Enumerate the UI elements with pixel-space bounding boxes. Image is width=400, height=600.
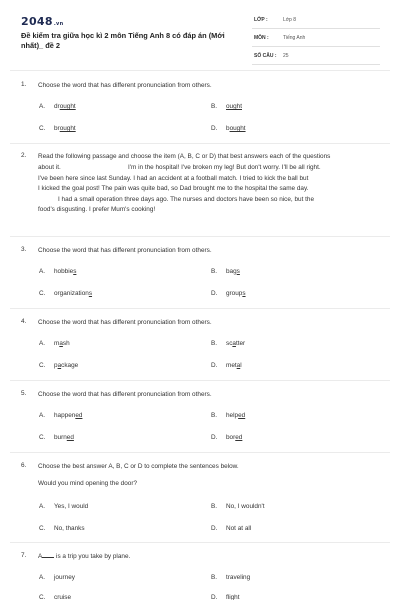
option-letter: D. [211,525,218,532]
option-text: b [226,125,230,132]
option-text: traveling [226,574,251,581]
option-a[interactable] [39,340,70,347]
question-number: 7. [21,552,27,559]
underlined-part: ed [238,412,246,419]
divider [10,143,390,144]
option-d[interactable] [211,290,246,297]
option-b[interactable] [211,268,240,275]
option-c[interactable] [39,525,85,532]
meta-label: SỐ CÂU : [254,53,277,59]
underlined-part: a [59,340,63,347]
divider [10,380,390,381]
question-number: 5. [21,390,27,397]
underlined-part: a [232,340,236,347]
divider [10,236,390,237]
question-number: 6. [21,462,27,469]
option-b[interactable] [211,103,242,110]
option-text: tter [235,340,246,347]
question-text: Choose the word that has different pronunciation from others. [38,247,212,254]
option-letter: A. [39,574,46,581]
option-text: Not at all [226,525,252,532]
reading-passage [38,163,378,216]
question-text: Choose the word that has different pronunciation from others. [38,319,212,326]
blank-line [42,557,54,558]
underlined-part: ed [235,434,243,441]
underlined-part: s [73,268,77,275]
passage-line: I had a small operation three days ago. The nurses and doctors have been so nice, but the [58,195,315,203]
meta-value: 25 [283,53,289,59]
question-number: 3. [21,246,27,253]
option-text: organization [54,290,89,297]
option-text: happen [54,412,76,419]
option-text: burn [54,434,67,441]
divider [10,308,390,309]
option-text: l [240,362,242,369]
option-c[interactable] [39,594,71,600]
question-number: 1. [21,81,27,88]
passage-line: I've been here since last Sunday. I had an accident at a football match. I tried to kick the ball but [38,174,309,182]
question-text-start: A [38,553,43,560]
option-text: cruise [54,594,72,600]
meta-row-class [252,14,380,29]
option-text: Yes, I would [54,503,89,510]
option-letter: B. [211,574,218,581]
option-letter: B. [211,412,218,419]
divider [10,542,390,543]
underlined-part: a [57,362,62,369]
option-text: journey [54,574,75,581]
site-logo[interactable] [21,15,63,28]
option-letter: D. [211,362,218,369]
option-text: group [226,290,243,297]
question-text-end: is a trip you take by plane. [54,553,131,560]
question-text [38,552,378,563]
option-b[interactable] [211,503,265,510]
option-letter: C. [39,362,46,369]
option-text: bor [226,434,236,441]
divider [10,452,390,453]
option-text: sc [226,340,233,347]
option-a[interactable] [39,103,76,110]
option-letter: D. [211,434,218,441]
option-text: p [54,362,58,369]
option-d[interactable] [211,525,251,532]
option-d[interactable] [211,125,246,132]
option-text: dr [54,103,60,110]
meta-row-count [252,50,380,65]
underlined-part: ed [66,434,74,441]
option-letter: C. [39,125,46,132]
meta-info [252,14,380,68]
option-c[interactable] [39,362,78,369]
option-a[interactable] [39,268,76,275]
underlined-part: ought [226,103,242,110]
option-text: No, I wouldn't [226,503,265,510]
option-text: No, thanks [54,525,85,532]
option-a[interactable] [39,412,82,419]
option-letter: C. [39,525,46,532]
option-letter: A. [39,503,46,510]
underlined-part: ought [59,125,76,132]
question-text: Choose the word that has different pronunciation from others. [38,82,212,89]
option-letter: A. [39,340,46,347]
option-letter: B. [211,503,218,510]
option-letter: C. [39,290,46,297]
underlined-part: ought [59,103,76,110]
question-number: 2. [21,152,27,159]
page-header [0,0,400,72]
option-c[interactable] [39,290,92,297]
option-letter: A. [39,268,46,275]
option-text: sh [62,340,70,347]
underlined-part: s [88,290,93,297]
option-b[interactable] [211,574,250,581]
option-a[interactable] [39,503,88,510]
option-letter: C. [39,434,46,441]
underlined-part: ought [229,125,246,132]
option-text: hobbie [54,268,74,275]
passage-line: I kicked the goal post! The pain was quite bad, so Dad brought me to the hospital the same day. [38,185,309,192]
option-letter: A. [39,103,46,110]
option-a[interactable] [39,574,75,581]
option-b[interactable] [211,340,245,347]
option-d[interactable] [211,594,240,600]
logo-suffix: .vn [53,21,64,27]
option-letter: D. [211,125,218,132]
option-letter: D. [211,594,218,600]
meta-value: Lớp 8 [283,17,297,23]
option-text: br [54,125,60,132]
meta-label: MÔN : [254,35,269,41]
option-d[interactable] [211,434,242,441]
question-number: 4. [21,318,27,325]
underlined-part: a [236,362,241,369]
passage-line: I'm in the hospital! I've broken my leg! But don't worry. I'll be all right. [128,164,321,171]
option-letter: A. [39,412,46,419]
question-text: Choose the best answer A, B, C or D to complete the sentences below. [38,463,239,470]
meta-label: LỚP : [254,17,268,23]
option-text: help [226,412,239,419]
passage-line: food's disgusting. I prefer Mum's cooking! [38,206,156,213]
meta-row-subject [252,32,380,47]
option-c[interactable] [39,125,76,132]
option-letter: D. [211,290,218,297]
divider [10,70,390,71]
option-text: m [54,340,60,347]
option-letter: B. [211,268,218,275]
question-text: Read the following passage and choose the item (A, B, C or D) that best answers each of the questions about it. [38,153,331,171]
option-letter: B. [211,340,218,347]
underlined-part: s [242,290,246,297]
option-text: flight [226,594,240,600]
option-text: met [226,362,237,369]
logo-text: 2048 [21,15,53,28]
page-title: Đề kiểm tra giữa học kì 2 môn Tiếng Anh 8 có đáp án (Mới nhất)_ đề 2 [21,31,225,50]
option-d[interactable] [211,362,242,369]
option-letter: B. [211,103,218,110]
underlined-part: s [236,268,240,275]
question-text: Choose the word that has different pronunciation from others. [38,391,212,398]
question-subtext: Would you mind opening the door? [38,480,138,487]
option-text: bag [226,268,237,275]
option-letter: C. [39,594,46,600]
underlined-part: ed [75,412,83,419]
option-text: ckage [61,362,79,369]
option-b[interactable] [211,412,245,419]
meta-value: Tiếng Anh [283,35,306,41]
option-c[interactable] [39,434,74,441]
